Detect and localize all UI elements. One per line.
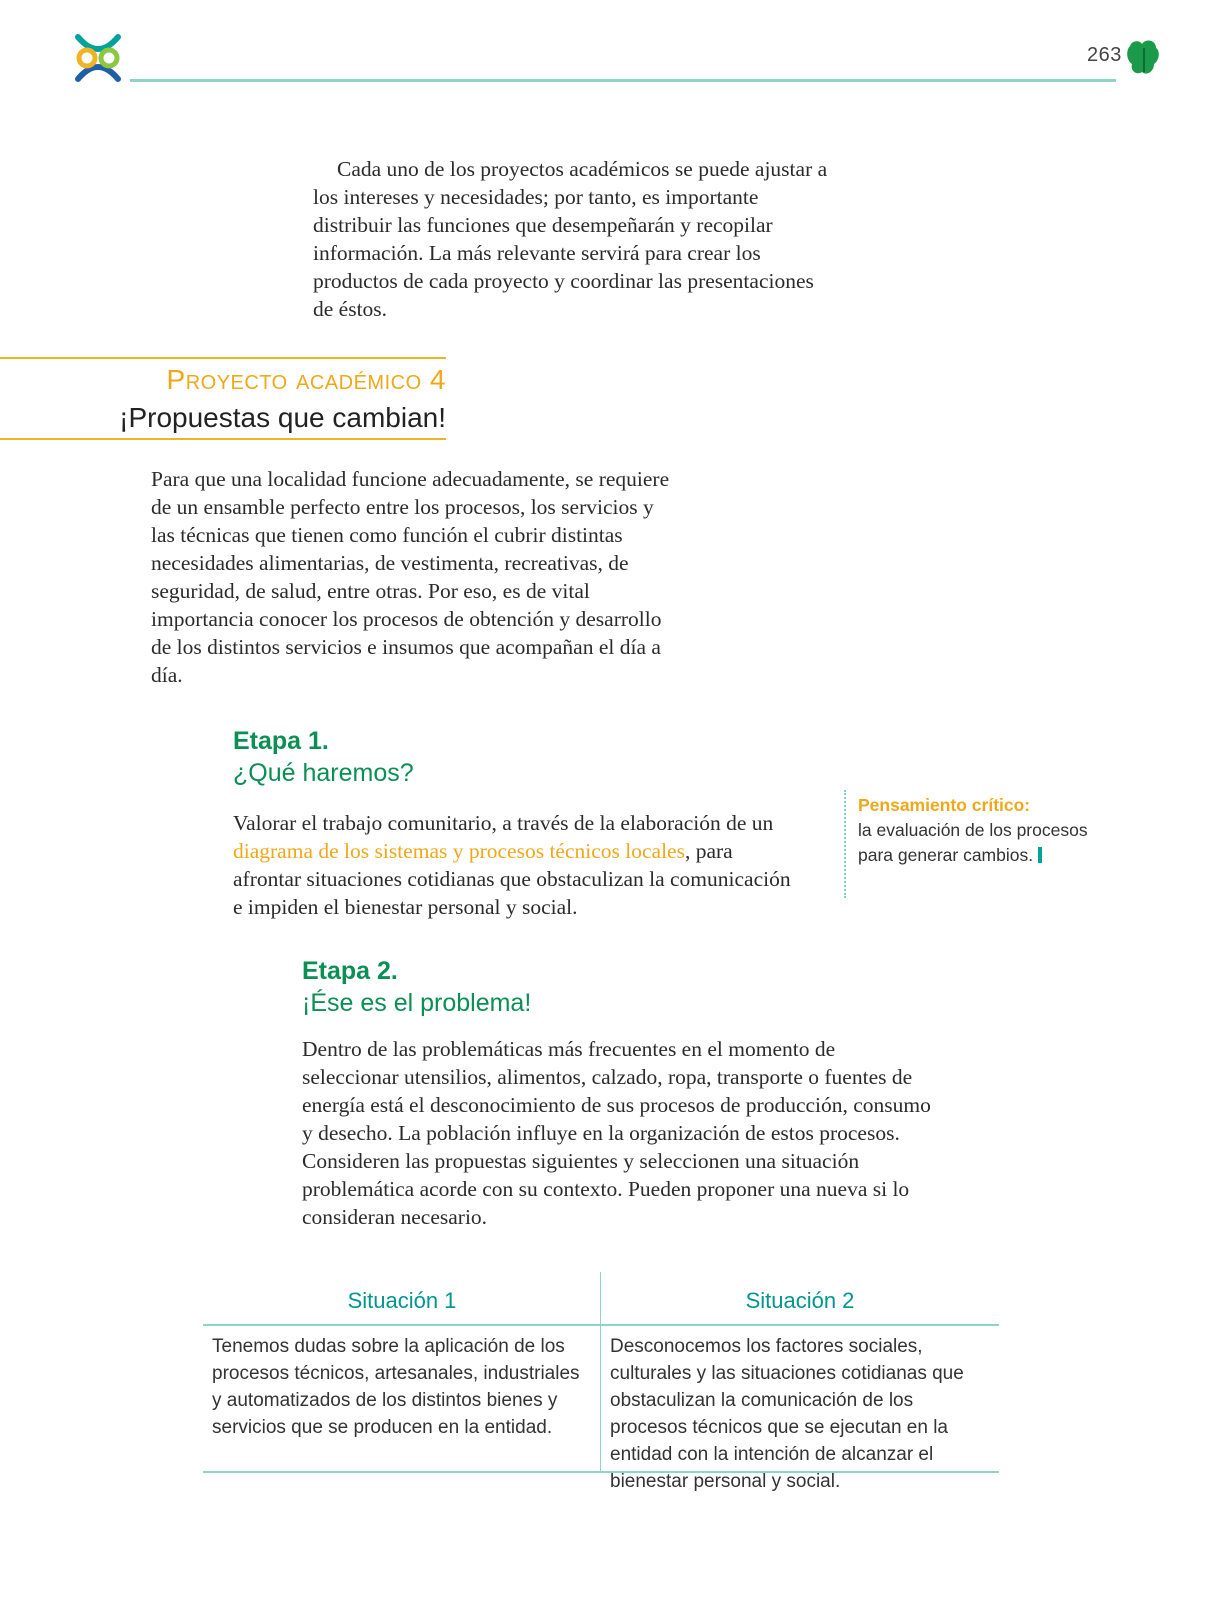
- leaf-icon: [1126, 38, 1162, 78]
- stage1-subtitle: ¿Qué haremos?: [233, 759, 414, 787]
- stage2-heading: [302, 955, 531, 1019]
- stage1-text: [233, 809, 793, 921]
- intro-paragraph: [313, 155, 833, 323]
- stage2-subtitle: ¡Ése es el problema!: [302, 989, 532, 1017]
- sidebar-rule: [844, 790, 846, 898]
- situation-1-header: Situación 1: [347, 1288, 457, 1313]
- stage1-number: Etapa 1.: [233, 727, 329, 755]
- critical-thinking-label: Pensamiento crítico:: [858, 795, 1031, 815]
- critical-thinking-note: [858, 793, 1088, 868]
- stage1-text-before: Valorar el trabajo comunitario, a través de la elaboración de un: [233, 811, 774, 835]
- body-text: Para que una localidad funcione adecuadamente, se requiere de un ensamble perfecto entre los procesos, los servicios y las técnicas que tienen como función el cubrir distintas necesidades alimentarias, de vestimenta, recreativas, de seguridad, de salud, entre otras. Por eso, es de vital importancia conocer los procesos de obtención y desarrollo de los distintos servicios e insumos que acompañan el día a día.: [151, 467, 670, 687]
- situation-2-text: Desconocemos los factores sociales, culturales y las situaciones cotidianas que obstaculizan la comunicación de los procesos técnicos que se ejecutan en la entidad con la intención de alcanzar el bienestar personal y social.: [610, 1336, 964, 1492]
- stage2-number: Etapa 2.: [302, 957, 398, 985]
- page-number: 263: [1087, 44, 1122, 66]
- body-paragraph: [151, 465, 681, 689]
- stage1-heading: [233, 725, 414, 789]
- critical-thinking-body: la evaluación de los procesos para generar cambios.: [858, 820, 1088, 865]
- series-logo-icon: [72, 33, 124, 83]
- stage2-text: Dentro de las problemáticas más frecuentes en el momento de seleccionar utensilios, alimentos, calzado, ropa, transporte o fuentes de energía está el desconocimiento de sus procesos de producción, consumo y desecho. La población influye en la organización de estos procesos. Consideren las propuestas siguientes y seleccionen una situación problemática acorde con su contexto. Pueden proponer una nueva si lo consideran necesario.: [302, 1037, 931, 1229]
- end-mark-icon: [1038, 847, 1042, 863]
- stage1-text-after: , para afrontar situaciones cotidianas que obstaculizan la comunicación e impiden el bienestar personal y social.: [233, 839, 791, 919]
- intro-text: Cada uno de los proyectos académicos se puede ajustar a los intereses y necesidades; por tanto, es importante distribuir las funciones que desempeñarán y recopilar información. La más relevante servirá para crear los productos de cada proyecto y coordinar las presentaciones de éstos.: [313, 157, 828, 321]
- critical-thinking-text: [858, 818, 1088, 868]
- project-label: Proyecto académico 4: [166, 364, 446, 395]
- title-rule-bottom: [0, 438, 446, 440]
- stage1-paragraph: [233, 809, 793, 921]
- table-column-divider: [600, 1272, 601, 1472]
- header-rule: [130, 79, 1116, 82]
- table-header-rule: [203, 1324, 999, 1326]
- situation-2-header: Situación 2: [745, 1288, 855, 1313]
- situation-1-text: Tenemos dudas sobre la aplicación de los procesos técnicos, artesanales, industriales y automatizados de los distintos bienes y servicios que se producen en la entidad.: [212, 1336, 580, 1438]
- title-rule-top: [0, 357, 446, 359]
- stage2-paragraph: [302, 1035, 932, 1231]
- diagram-link[interactable]: diagrama de los sistemas y procesos técnicos locales: [233, 839, 685, 863]
- project-title: ¡Propuestas que cambian!: [119, 402, 446, 433]
